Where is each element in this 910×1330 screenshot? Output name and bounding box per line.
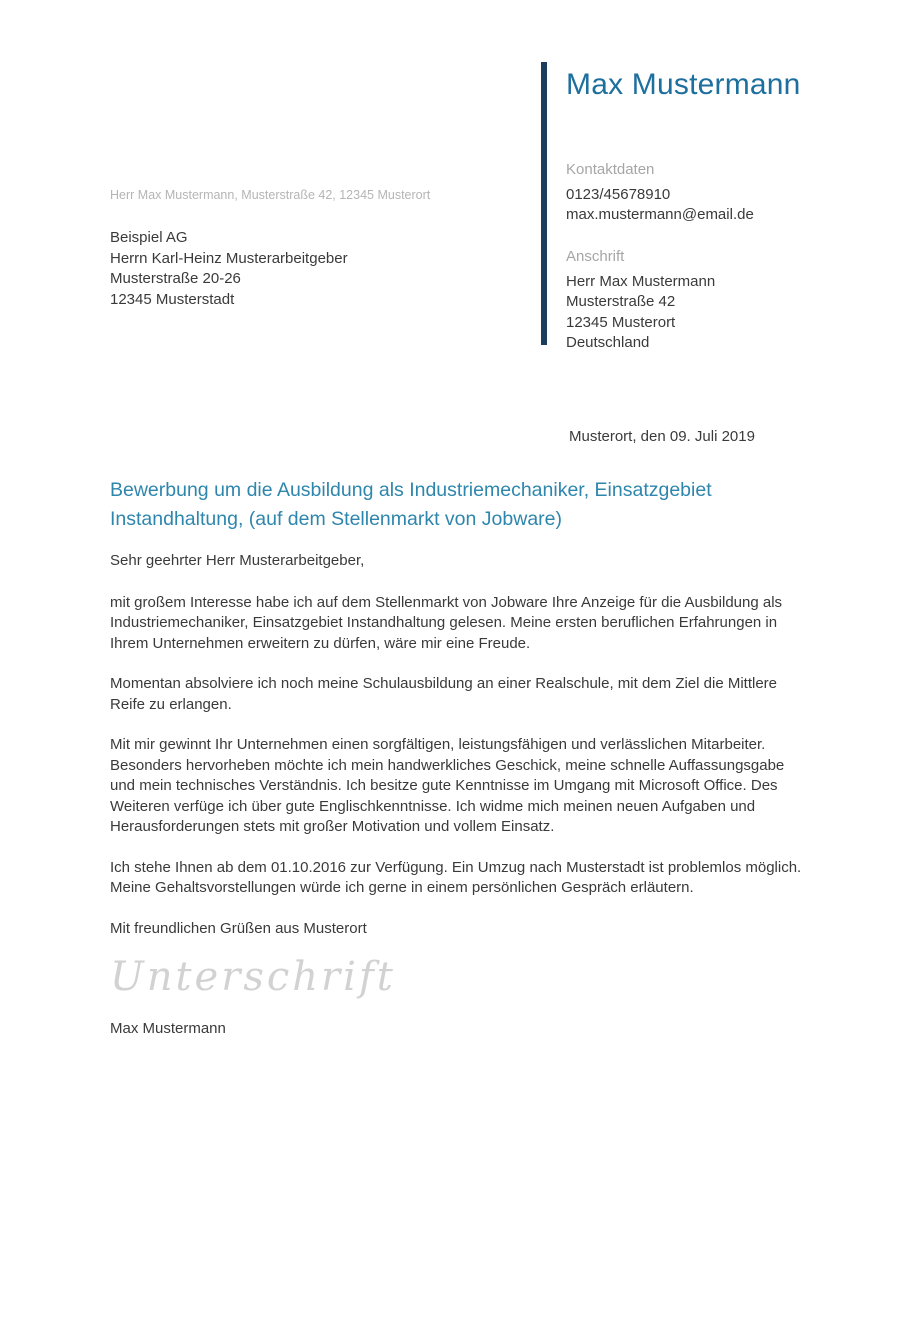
applicant-name-heading: Max Mustermann [566,68,801,101]
contact-section [566,160,754,226]
subject-heading: Bewerbung um die Ausbildung als Industriemechaniker, Einsatzgebiet Instandhaltung, (auf dem Stellenmarkt von Jobware) [110,479,712,530]
contact-phone: 0123/45678910 [566,185,671,203]
body-paragraph: Momentan absolviere ich noch meine Schulausbildung an einer Realschule, mit dem Ziel die Mittlere Reife zu erlangen. [110,675,778,713]
salutation: Sehr geehrter Herr Musterarbeitgeber, [110,552,365,569]
contact-email: max.mustermann@email.de [566,206,754,223]
contact-label: Kontaktdaten [566,161,655,178]
body-paragraph: Mit mir gewinnt Ihr Unternehmen einen sorgfältigen, leistungsfähigen und verlässlichen Mitarbeiter. Besonders hervorheben möchte ich mein handwerkliches Geschick, meine schnelle Auffassungsgabe und mein technisches Verständnis. Ich besitze gute Kenntnisse im Umgang mit Microsoft Office. Des Weiteren verfüge ich über gute Englischkenntnisse. Ich widme mich meinen neuen Aufgaben und Herausforderungen stets mit großer Motivation und vollem Einsatz. [110,736,785,835]
body-paragraph: mit großem Interesse habe ich auf dem Stellenmarkt von Jobware Ihre Anzeige für die Ausbildung als Industriemechaniker, Einsatzgebiet Instandhaltung gelesen. Meine ersten beruflichen Erfahrungen in Ihrem Unternehmen erweitern zu dürfen, wäre mir eine Freude. [110,593,783,652]
recipient-line: Musterstraße 20-26 [110,270,241,287]
date-line: Musterort, den 09. Juli 2019 [569,428,755,445]
address-section [566,247,715,354]
signature-handwriting: Unterschrift [110,954,396,1000]
address-line: Herr Max Mustermann [566,272,716,290]
signature-printed-name: Max Mustermann [110,1020,226,1037]
accent-bar [541,62,547,345]
recipient-address-block [110,228,348,310]
body-paragraph: Ich stehe Ihnen ab dem 01.10.2016 zur Verfügung. Ein Umzug nach Musterstadt ist problemlos möglich. Meine Gehaltsvorstellungen würde ich gerne in einem persönlichen Gespräch erläutern. [110,858,802,896]
address-line: Deutschland [566,334,650,351]
recipient-line: Beispiel AG [110,229,188,246]
address-label: Anschrift [566,248,625,265]
recipient-line: 12345 Musterstadt [110,290,235,308]
letter-body [110,551,808,1040]
closing-line: Mit freundlichen Grüßen aus Musterort [110,919,367,937]
sender-return-address: Herr Max Mustermann, Musterstraße 42, 12345 Musterort [110,188,431,202]
address-line: 12345 Musterort [566,313,676,331]
address-line: Musterstraße 42 [566,293,676,310]
recipient-line: Herrn Karl-Heinz Musterarbeitgeber [110,249,348,267]
